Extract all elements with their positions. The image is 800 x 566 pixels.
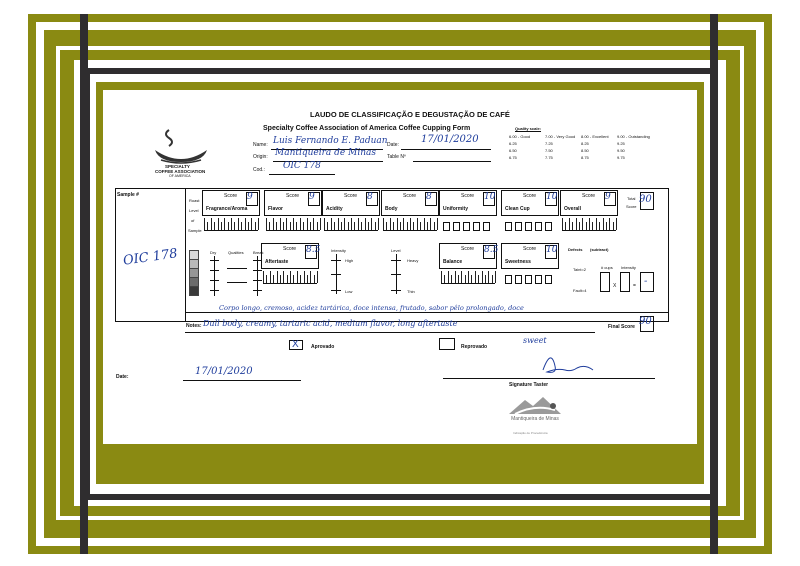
defects-cups-label: # cups	[601, 265, 613, 270]
quality-scale-value: 9.50	[617, 148, 625, 153]
defects-equals: =	[633, 283, 636, 289]
attribute-name: Acidity	[326, 206, 343, 212]
defects-times: X	[613, 283, 617, 289]
logo-line-2: COFFEE ASSOCIATION	[155, 169, 206, 174]
coffee-cup-icon	[147, 124, 217, 168]
acidity-low-label: Low	[345, 289, 353, 294]
quality-scale-value: 9.75	[617, 155, 625, 160]
quality-scale-value: 9.00 - Outstanding	[617, 134, 650, 139]
name-label: Name:	[253, 142, 268, 148]
attribute-name: Fragrance/Aroma	[206, 206, 248, 212]
notes-line-1: Corpo longo, cremoso, acidez tartárica, doce intensa, frutado, sabor pêlo prolongado, doce	[219, 304, 524, 312]
total-label-1: Total	[627, 196, 636, 201]
total-score-value: 90	[639, 194, 652, 205]
defects-value: -	[644, 276, 648, 287]
attribute-name: Sweetness	[505, 259, 531, 265]
date-label: Date:	[387, 142, 399, 148]
score-label: Score	[461, 193, 475, 199]
final-score-label: Final Score	[608, 324, 635, 330]
attribute-name: Balance	[443, 259, 463, 265]
cup-checkbox[interactable]	[453, 222, 460, 231]
score-value: 8	[426, 192, 432, 202]
cup-checkbox[interactable]	[545, 222, 552, 231]
cup-checkbox[interactable]	[463, 222, 470, 231]
quality-scale-value: 7.25	[545, 141, 553, 146]
cup-checkbox[interactable]	[443, 222, 450, 231]
quality-scale-value: 6.25	[509, 141, 517, 146]
aroma-break-label: Break	[253, 250, 264, 255]
aroma-dry-label: Dry	[210, 250, 217, 255]
score-label: Score	[523, 193, 537, 199]
footer-date-value: 17/01/2020	[195, 366, 253, 377]
attribute-name: Flavor	[268, 206, 284, 212]
notes-line-2: Dull body, creamy, tartaric acid, medium flavor, long aftertaste	[203, 319, 458, 328]
score-value: 8.5	[484, 245, 499, 255]
origin-value: Mantiqueira de Minas	[275, 148, 376, 158]
notes-extra: sweet	[523, 336, 547, 345]
roast-label-1: Roast	[189, 198, 200, 203]
cup-checkbox[interactable]	[515, 275, 522, 284]
approved-mark: X	[292, 339, 299, 350]
roast-label-2: Level	[189, 208, 199, 213]
name-value: Luis Fernando E. Paduan	[273, 136, 388, 146]
body-thin-label: Thin	[407, 289, 415, 294]
score-value: 9	[605, 192, 611, 202]
quality-scale-title: Quality scale:	[515, 126, 542, 131]
score-value: 10	[484, 192, 496, 202]
attribute-name: Clean Cup	[505, 206, 530, 212]
signature-label: Signature Taster	[509, 382, 549, 388]
quality-scale-value: 7.50	[545, 148, 553, 153]
score-label: Score	[523, 246, 537, 252]
quality-scale-value: 7.75	[545, 155, 553, 160]
score-label: Score	[286, 193, 300, 199]
acidity-intensity-label: Intensity	[331, 248, 346, 253]
cup-checkbox[interactable]	[525, 275, 532, 284]
cup-checkbox[interactable]	[473, 222, 480, 231]
scaa-logo	[147, 124, 217, 180]
taster-signature	[533, 346, 613, 376]
score-label: Score	[582, 193, 596, 199]
roast-swatches	[189, 250, 199, 300]
final-score-value: 90	[639, 316, 652, 327]
total-label-2: Score	[626, 204, 637, 209]
quality-scale	[505, 126, 655, 166]
score-value: 9	[309, 192, 315, 202]
quality-scale-value: 8.25	[581, 141, 589, 146]
quality-scale-value: 6.50	[509, 148, 517, 153]
logo-line-3: OF AMERICA	[169, 174, 191, 178]
defects-subtract: (subtract)	[590, 247, 609, 252]
brand-name: Mantiqueira de Minas	[511, 416, 559, 422]
attribute-name: Overall	[564, 206, 581, 212]
score-label: Score	[461, 246, 475, 252]
cup-checkbox[interactable]	[545, 275, 552, 284]
defects-title: Defects	[568, 247, 583, 252]
rejected-label: Reprovado	[461, 344, 488, 350]
roast-label-3: of	[191, 218, 195, 223]
quality-scale-value: 6.75	[509, 155, 517, 160]
quality-scale-value: 8.00 - Excellent	[581, 134, 609, 139]
rejected-checkbox[interactable]	[439, 338, 455, 350]
quality-scale-value: 9.25	[617, 141, 625, 146]
quality-scale-value: 8.50	[581, 148, 589, 153]
logo-line-1: SPECIALTY	[165, 164, 190, 169]
cup-checkbox[interactable]	[535, 275, 542, 284]
score-value: 10	[546, 245, 558, 255]
score-value: 10	[546, 192, 558, 202]
mountain-icon	[507, 394, 563, 416]
cup-checkbox[interactable]	[515, 222, 522, 231]
cod-label: Cod.:	[253, 167, 265, 173]
body-heavy-label: Heavy	[407, 258, 419, 263]
score-label: Score	[283, 246, 297, 252]
sample-value: OIC 178	[122, 246, 179, 269]
quality-scale-value: 6.00 - Good	[509, 134, 531, 139]
acidity-high-label: High	[345, 258, 354, 263]
brand-sub: Indicação de Procedência	[513, 431, 548, 435]
brand-logo	[507, 394, 567, 438]
form-title: LAUDO DE CLASSIFICAÇÃO E DEGUSTAÇÃO DE CAFÉ	[310, 110, 510, 119]
score-label: Score	[344, 193, 358, 199]
cod-value: OIC 178	[283, 161, 321, 171]
origin-label: Origin:	[253, 154, 268, 160]
sample-label: Sample #	[117, 192, 139, 198]
cup-checkbox[interactable]	[483, 222, 490, 231]
defects-taint: Taint=2	[573, 267, 587, 272]
defects-intensity-label: Intensity	[621, 265, 636, 270]
form-subtitle: Specialty Coffee Association of America Coffee Cupping Form	[263, 125, 471, 132]
score-value: 9	[247, 192, 253, 202]
cup-checkbox[interactable]	[505, 275, 512, 284]
attribute-name: Body	[385, 206, 398, 212]
cup-checkbox[interactable]	[535, 222, 542, 231]
attribute-name: Aftertaste	[265, 259, 289, 265]
aroma-qualities-label: Qualities	[228, 250, 244, 255]
quality-scale-value: 7.00 - Very Good	[545, 134, 576, 139]
date-value: 17/01/2020	[421, 134, 479, 145]
attribute-name: Uniformity	[443, 206, 468, 212]
score-label: Score	[224, 193, 238, 199]
score-value: 8	[367, 192, 373, 202]
cup-checkbox[interactable]	[525, 222, 532, 231]
roast-label-4: Sample	[188, 228, 202, 233]
cupping-form	[103, 90, 697, 444]
score-value: 8.5	[306, 245, 321, 255]
quality-scale-value: 8.75	[581, 155, 589, 160]
footer-date-label: Date:	[116, 374, 129, 380]
approved-label: Aprovado	[311, 344, 335, 350]
notes-label: Notes:	[186, 323, 202, 329]
score-label: Score	[403, 193, 417, 199]
defects-fault: Fault=4	[573, 288, 587, 293]
table-label: Table Nº	[387, 154, 406, 160]
cup-checkbox[interactable]	[505, 222, 512, 231]
body-level-label: Level	[391, 248, 401, 253]
